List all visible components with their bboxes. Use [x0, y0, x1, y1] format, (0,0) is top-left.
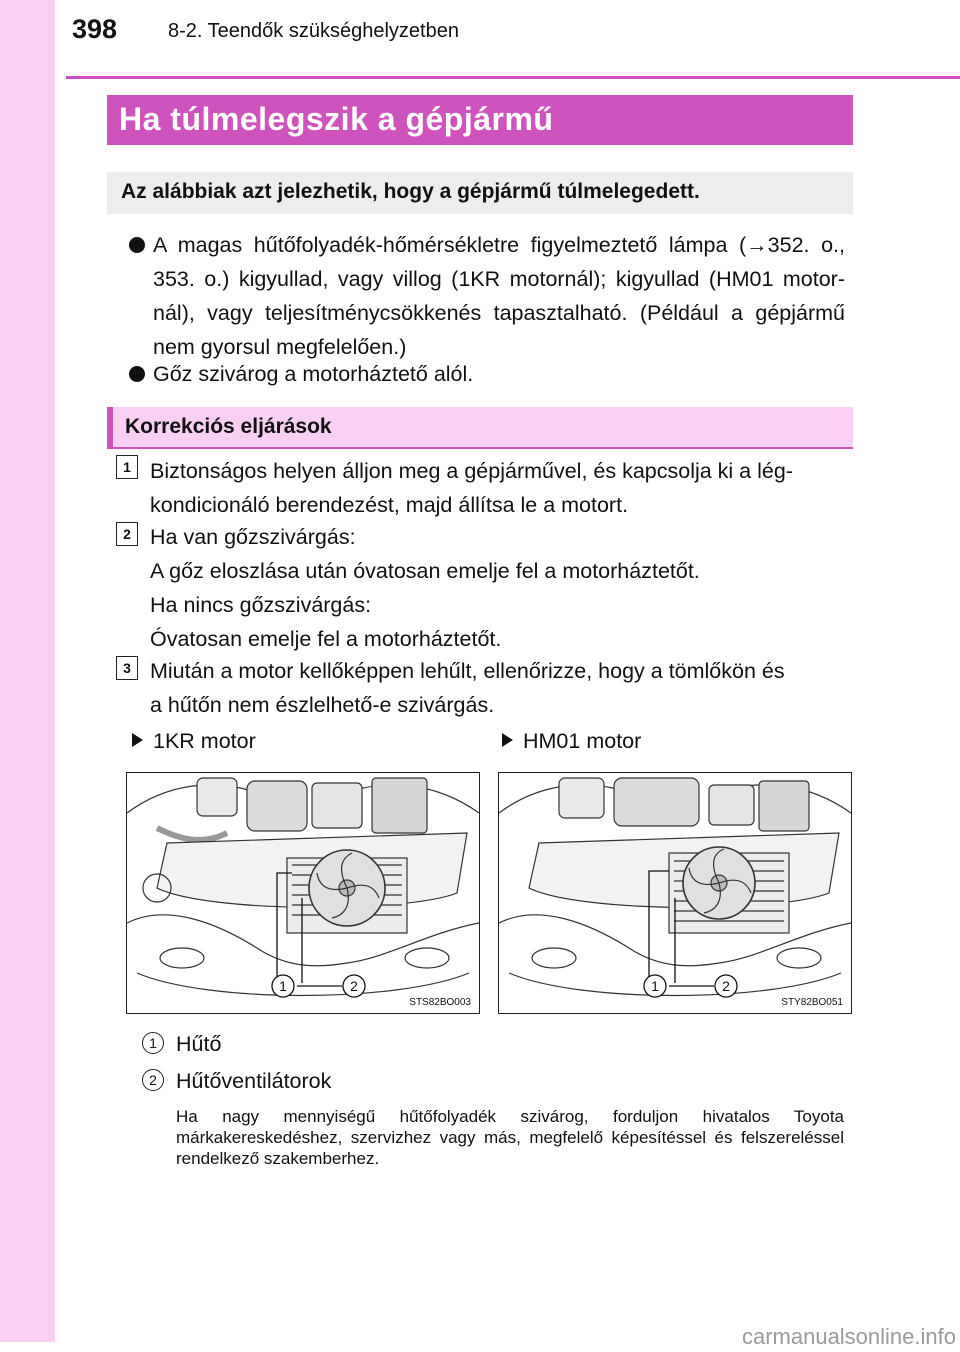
text-line: Miután a motor kellőképpen lehűlt, ellenőrizze, hogy a tömlőkön és: [150, 659, 785, 683]
text-line: Ha nincs gőzszivárgás:: [150, 593, 372, 617]
bullet-dot: [129, 366, 145, 382]
text-line: Ha van gőzszivárgás:: [150, 525, 356, 549]
text-line: 353. o.) kigyullad, vagy villog (1KR motornál); kigyullad (HM01 motor-: [153, 267, 845, 291]
figure-label-1kr: [132, 729, 256, 754]
section-accent: [107, 407, 113, 447]
text-line: A gőz eloszlása után óvatosan emelje fel a motorháztetőt.: [150, 559, 700, 583]
figure-code: STY82BO051: [781, 997, 843, 1008]
figure-code: STS82BO003: [409, 997, 471, 1008]
bullet-item-steam: Gőz szivárog a motorháztető alól.: [153, 362, 474, 386]
text-line: a hűtőn nem észlelhető-e szivárgás.: [150, 693, 495, 717]
legend-number: 2: [142, 1069, 164, 1091]
section-title: Korrekciós eljárások: [125, 415, 332, 438]
section-title-bar: [107, 95, 853, 145]
figure-label-hm01: [502, 729, 641, 754]
subheading-bar: [107, 172, 853, 214]
text-line: nem gyorsul megfelelően.): [153, 335, 407, 359]
engine-bay-drawing: [127, 773, 479, 1013]
legend-text-radiator: Hűtő: [176, 1032, 222, 1056]
step-3-text: [150, 654, 850, 722]
header-divider: [66, 76, 960, 79]
step-number-box: 1: [116, 455, 138, 479]
step-2-text: [150, 520, 850, 588]
legend-number: 1: [142, 1032, 164, 1054]
text-line: A magas hűtőfolyadék-hőmérsékletre figyelmeztető lámpa (→352. o.,: [153, 233, 845, 257]
watermark: carmanualsonline.info: [741, 1324, 956, 1349]
text-line: Óvatosan emelje fel a motorháztetőt.: [150, 627, 502, 651]
figure-label-text: 1KR motor: [153, 729, 256, 753]
step-1-text: [150, 454, 850, 522]
figure-label-text: HM01 motor: [523, 729, 642, 753]
bullet-dot: [129, 237, 145, 253]
engine-illustration-1kr: [126, 772, 480, 1014]
page-title: Ha túlmelegszik a gépjármű: [119, 101, 554, 137]
step-number-box: 3: [116, 656, 138, 680]
chapter-title: 8-2. Teendők szükséghelyzetben: [168, 20, 459, 42]
subheading: Az alábbiak azt jelezhetik, hogy a gépjármű túlmelegedett.: [121, 180, 700, 203]
step-2-alt-text: [150, 588, 850, 656]
callout-1: 1: [651, 978, 659, 994]
side-color-strip: [0, 0, 55, 1342]
text-line: nál), vagy teljesítménycsökkenés tapasztalható. (Például a gépjármű: [153, 301, 845, 325]
engine-bay-drawing: [499, 773, 851, 1013]
callout-2: 2: [350, 978, 358, 994]
triangle-arrow-icon: [502, 733, 513, 747]
text-line: kondicionáló berendezést, majd állítsa le a motort.: [150, 493, 629, 517]
text-line: Biztonságos helyen álljon meg a gépjárművel, és kapcsolja ki a lég-: [150, 459, 793, 483]
coolant-leak-note: Ha nagy mennyiségű hűtőfolyadék szivárog, forduljon hivatalos Toyota márkakereskedéshez, szervizhez vagy más, megfelelő képesítéssel és felszereléssel rendelkező szakemberhez.: [176, 1107, 844, 1168]
triangle-arrow-icon: [132, 733, 143, 747]
callout-2: 2: [722, 978, 730, 994]
procedure-section-bar: [107, 407, 853, 449]
step-number-box: 2: [116, 522, 138, 546]
callout-1: 1: [279, 978, 287, 994]
engine-illustration-hm01: [498, 772, 852, 1014]
legend-text-fans: Hűtőventilátorok: [176, 1069, 332, 1093]
page-number: 398: [72, 14, 118, 44]
bullet-item-warning-lamp: [153, 228, 845, 364]
